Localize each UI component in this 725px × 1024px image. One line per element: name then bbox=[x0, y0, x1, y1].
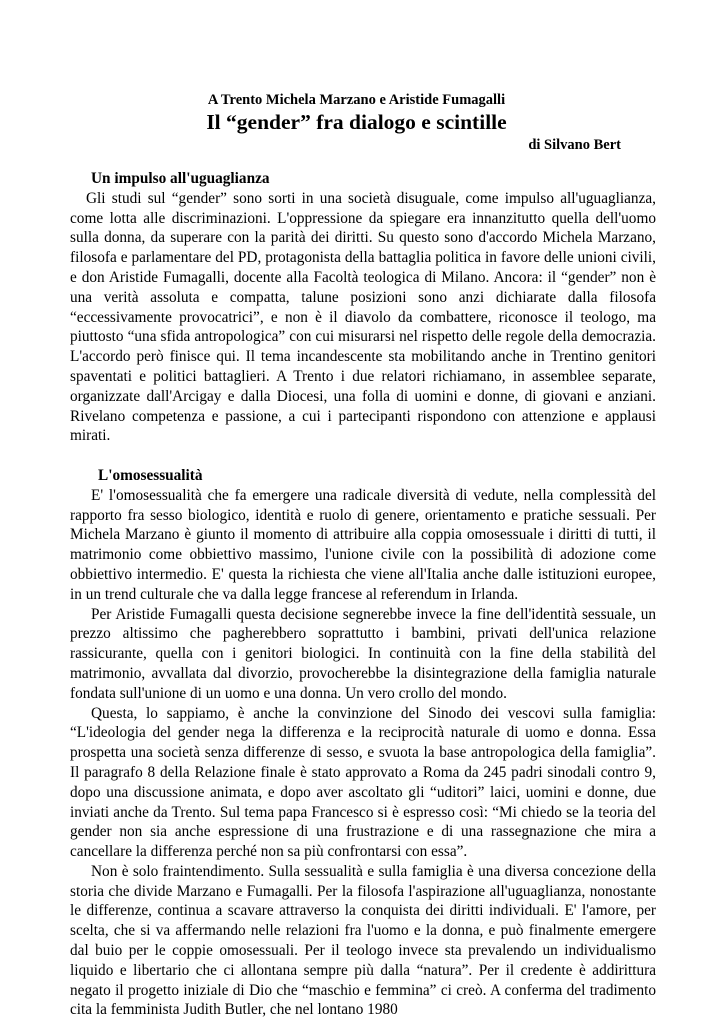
paragraph: Non è solo fraintendimento. Sulla sessualità e sulla famiglia è una diversa concezione della storia che divide Marzano e Fumagalli. Per la filosofa l'aspirazione all'uguaglianza, nonostante le differenze, continua a scavare attraverso la conquista dei diritti individuali. E' l'amore, per scelta, che si va affermando nelle relazioni fra l'uomo e la donna, e può finalmente emergere dal buio per le coppie omosessuali. Per il teologo invece sta prevalendo un individualismo liquido e libertario che ci allontana sempre più dalla “natura”. Per il credente è addirittura negato il progetto iniziale di Dio che “maschio e femmina” ci creò. A conferma del tradimento cita la femminista Judith Butler, che nel lontano 1980 bbox=[70, 862, 656, 1019]
paragraph: Gli studi sul “gender” sono sorti in una società disuguale, come impulso all'uguaglianza, come lotta alle discriminazioni. L'oppressione da spiegare era innanzitutto quella dell'uomo sulla donna, da superare con la parità dei diritti. Su questo sono d'accordo Michela Marzano, filosofa e parlamentare del PD, protagonista della battaglia politica in favore delle unioni civili, e don Aristide Fumagalli, docente alla Facoltà teologica di Milano. Ancora: il “gender” non è una verità assoluta e compatta, talune posizioni sono anzi dichiarate dalla filosofa “eccessivamente provocatrici”, e non è il diavolo da combattere, riconosce il teologo, ma piuttosto “una sfida antropologica” con cui misurarsi nel rispetto delle regole della democrazia. L'accordo però finisce qui. Il tema incandescente sta mobilitando anche in Trentino genitori spaventati e politici battaglieri. A Trento i due relatori richiamano, in assemblee separate, organizzate dall'Arcigay e dalla Diocesi, una folla di uomini e donne, di giovani e anziani. Rivelano competenza e passione, a cui i partecipanti rispondono con attenzione e applausi mirati. bbox=[70, 189, 656, 445]
article-title: Il “gender” fra dialogo e scintille bbox=[206, 110, 507, 134]
paragraph: E' l'omosessualità che fa emergere una radicale diversità di vedute, nella complessità del rapporto fra sesso biologico, identità e ruolo di genere, orientamento e pratiche sessuali. Per Michela Marzano è giunto il momento di attribuire alla coppia omosessuale i diritti di tutti, il matrimonio come obbiettivo massimo, l'unione civile con la possibilità di adozione come obbiettivo intermedio. E' questa la richiesta che viene all'Italia anche dalle istituzioni europee, in un trend culturale che va dalla legge francese al referendum in Irlanda. bbox=[70, 486, 656, 603]
paragraph: Questa, lo sappiamo, è anche la convinzione del Sinodo dei vescovi sulla famiglia: “L'ideologia del gender nega la differenza e la reciprocità naturale di uomo e donna. Essa prospetta una società senza differenze di sesso, e svuota la base antropologica della famiglia”. Il paragrafo 8 della Relazione finale è stato approvato a Roma da 245 padri sinodali contro 9, dopo una discussione animata, e dopo aver ascoltato gli “uditori” laici, uomini e donne, due inviati anche da Trento. Sul tema papa Francesco si è espresso così: “Mi chiedo se la teoria del gender non sia anche espressione di una frustrazione e di una rassegnazione che mira a cancellare la differenza perché non sa più confrontarsi con essa”. bbox=[70, 704, 656, 861]
article-kicker: A Trento Michela Marzano e Aristide Fumagalli bbox=[207, 92, 506, 108]
section-heading-uguaglianza: Un impulso all'uguaglianza bbox=[91, 170, 270, 187]
paragraph: Per Aristide Fumagalli questa decisione segnerebbe invece la fine dell'identità sessuale, un prezzo altissimo che pagherebbero soprattutto i bambini, privati dell'unica relazione rassicurante, quella con i genitori biologici. In continuità con la fine della stabilità del matrimonio, avvallata dal divorzio, provocherebbe la disintegrazione della famiglia naturale fondata sull'unione di un uomo e una donna. Un vero crollo del mondo. bbox=[70, 605, 656, 702]
article-author: di Silvano Bert bbox=[528, 137, 621, 153]
section-heading-omosessualita: L'omosessualità bbox=[98, 466, 203, 484]
article-body bbox=[70, 169, 656, 1020]
